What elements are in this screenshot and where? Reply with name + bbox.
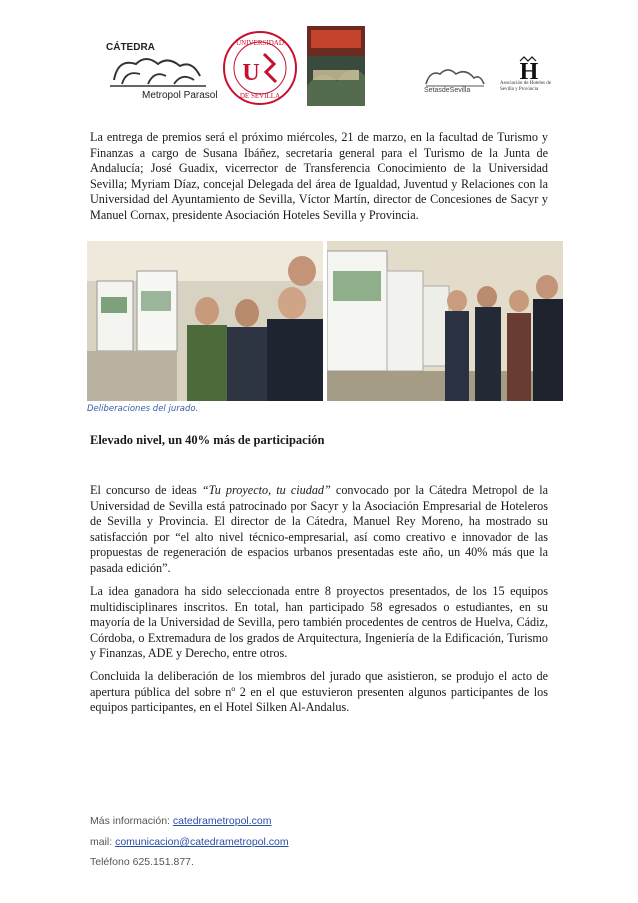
logo-strip [0, 0, 638, 120]
section-heading: Elevado nivel, un 40% más de participación [90, 433, 325, 447]
svg-text:H: H [519, 59, 539, 83]
footer-mail [90, 836, 289, 848]
contest-poster-image [307, 26, 365, 106]
universidad-sevilla-seal [222, 30, 298, 106]
email-link[interactable]: comunicacion@catedrametropol.com [115, 836, 289, 848]
svg-text:UNIVERSIDAD: UNIVERSIDAD [236, 39, 284, 47]
setas-sevilla-logo [422, 62, 490, 102]
footer-info [90, 815, 272, 827]
contest-text-before: El concurso de ideas [90, 483, 202, 497]
hoteles-logo-text: Asociación de Hoteles de Sevilla y Provincia [500, 81, 551, 92]
jury-photo-right [327, 241, 563, 401]
catedra-logo-title: CÁTEDRA [106, 42, 155, 53]
info-label: Más información: [90, 815, 173, 827]
setas-logo-text: SetasdeSevilla [424, 87, 471, 94]
paragraph-deliberation: Concluida la deliberación de los miembros del jurado que asistieron, se produjo el acto de apertura pública del sobre nº 2 en el que estuvieron presenten algunos participantes de los equipos participantes, en el Hotel Silken Al-Andalus. [90, 669, 548, 715]
website-link[interactable]: catedrametropol.com [172, 815, 272, 827]
footer-phone: Teléfono 625.151.877. [90, 856, 194, 868]
svg-text:DE SEVILLA: DE SEVILLA [239, 92, 281, 100]
svg-text:U: U [242, 60, 260, 86]
photo-caption: Deliberaciones del jurado. [87, 404, 199, 414]
paragraph-awards: La entrega de premios será el próximo miércoles, 21 de marzo, en la facultad de Turismo y Finanzas a cargo de Susana Ibáñez, secretaria general para el Turismo de la Junta de Andalucía; José Guadix, vicerrector de Transferencia Conocimiento de la Universidad Sevilla; Myriam Díaz, concejal Delegada del área de Igualdad, Juventud y Relaciones con la Universidad del Ayuntamiento de Sevilla, Víctor Martín, director de Concesiones de Sacyr y Manuel Cornax, presidente Asociación Hoteles Sevilla y Provincia. [90, 130, 548, 222]
catedra-logo-subtitle: Metropol Parasol [142, 90, 218, 101]
jury-photos [87, 241, 563, 401]
paragraph-contest [90, 483, 548, 577]
mail-label: mail: [90, 836, 116, 848]
contest-name: “Tu proyecto, tu ciudad” [201, 483, 331, 497]
contest-text-after: convocado por la Cátedra Metropol de la Universidad de Sevilla está patrocinado por Sacyr y la Asociación Empresarial de Hoteleros de Sevilla y Provincia. El director de la Cátedra, Manuel Rey Moreno, ha mostrado su satisfacción por “el alto nivel técnico-empresarial, así como creativo e innovador de las propuestas de regeneración de espacios urbanos presentadas este año, un 40% más que la pasada edición”. [90, 483, 548, 575]
jury-photo-left [87, 241, 323, 401]
paragraph-participation: La idea ganadora ha sido seleccionada entre 8 proyectos presentados, de los 15 equipos multidisciplinares inscritos. En total, han participado 58 egresados o estudiantes, en su mayoría de la Universidad de Sevilla, pero también procedentes de centros de Huelva, Cádiz, Córdoba, o Extremadura de los grados de Arquitectura, Ingeniería de la Edificación, Turismo y Finanzas, ADE y Derecho, entre otros. [90, 584, 548, 661]
asociacion-hoteles-logo [500, 55, 558, 105]
